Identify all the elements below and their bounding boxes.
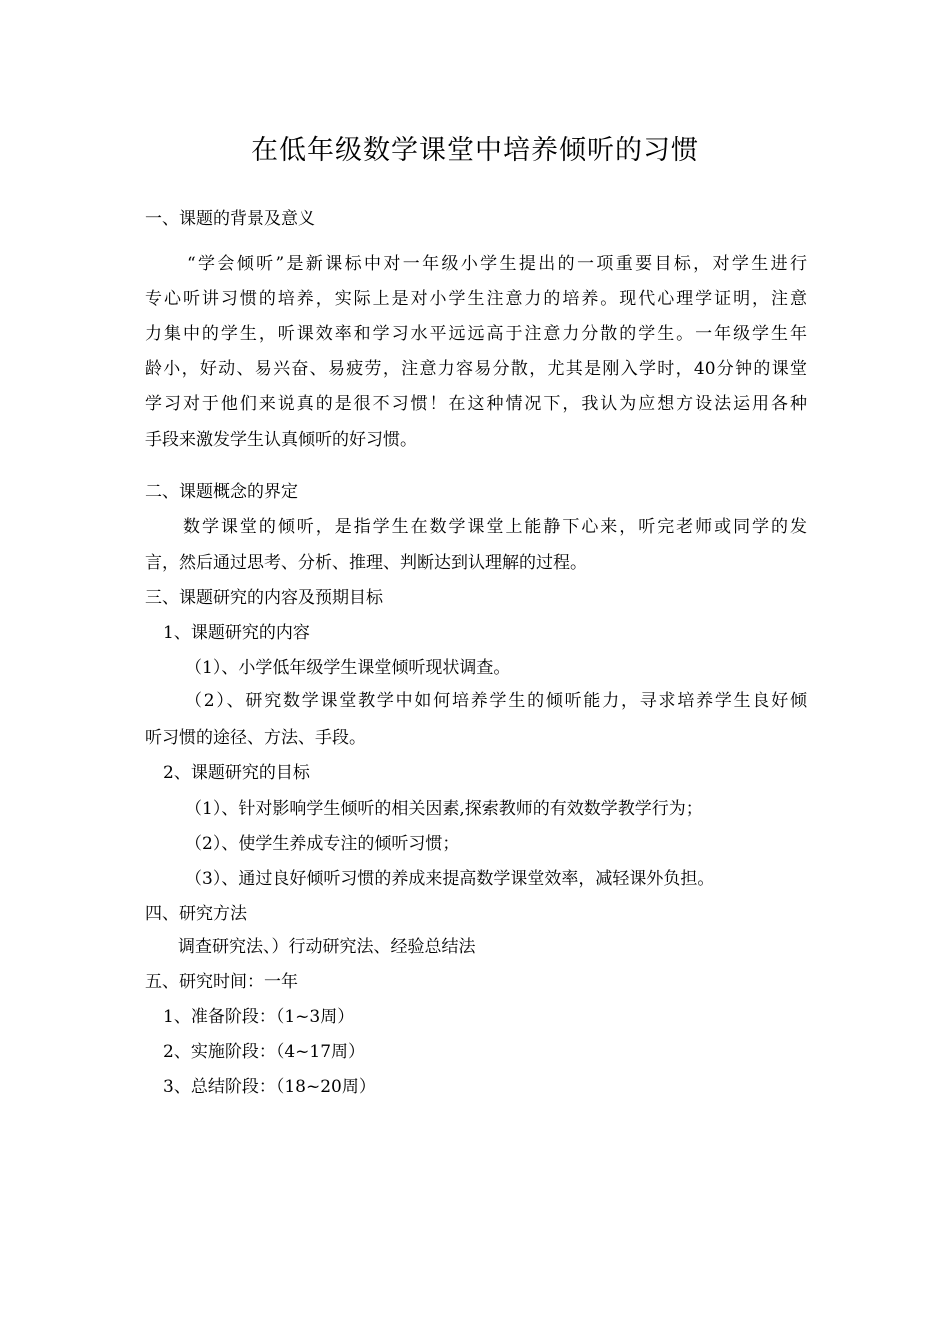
list-item: 1、准备阶段：（1~3周） — [163, 1007, 355, 1027]
section-heading: 二、课题概念的界定 — [145, 482, 298, 502]
list-item: （3）、通过良好倾听习惯的养成来提高数学课堂效率，减轻课外负担。 — [185, 869, 715, 889]
paragraph-line: 言，然后通过思考、分析、推理、判断达到认理解的过程。 — [145, 553, 587, 573]
paragraph-line: 学习对于他们来说真的是很不习惯！在这种情况下，我认为应想方设法运用各种 — [145, 394, 807, 414]
list-item: 2、实施阶段：（4~17周） — [163, 1042, 366, 1062]
paragraph-line: 龄小，好动、易兴奋、易疲劳，注意力容易分散，尤其是刚入学时，40分钟的课堂 — [145, 359, 807, 379]
paragraph-line: 数学课堂的倾听，是指学生在数学课堂上能静下心来，听完老师或同学的发 — [183, 517, 807, 537]
paragraph-line: 调查研究法、）行动研究法、经验总结法 — [178, 937, 476, 957]
subsection-heading: 1、课题研究的内容 — [163, 623, 310, 643]
section-heading: 三、课题研究的内容及预期目标 — [145, 588, 383, 608]
section-heading: 四、研究方法 — [145, 904, 247, 924]
section-heading: 一、课题的背景及意义 — [145, 209, 315, 229]
subsection-heading: 2、课题研究的目标 — [163, 763, 310, 783]
list-item: （1）、小学低年级学生课堂倾听现状调查。 — [185, 658, 511, 678]
list-item: （2）、研究数学课堂教学中如何培养学生的倾听能力，寻求培养学生良好倾 — [185, 691, 807, 711]
paragraph-line: 力集中的学生，听课效率和学习水平远远高于注意力分散的学生。一年级学生年 — [145, 324, 807, 344]
paragraph-line: 手段来激发学生认真倾听的好习惯。 — [145, 430, 417, 450]
list-item: （2）、使学生养成专注的倾听习惯； — [185, 834, 460, 854]
list-item: （1）、针对影响学生倾听的相关因素,探索教师的有效数学教学行为； — [185, 799, 703, 819]
list-item-continued: 听习惯的途径、方法、手段。 — [145, 728, 366, 748]
paragraph-line: “学会倾听”是新课标中对一年级小学生提出的一项重要目标，对学生进行 — [187, 254, 807, 274]
paragraph-line: 专心听讲习惯的培养，实际上是对小学生注意力的培养。现代心理学证明，注意 — [145, 289, 807, 309]
section-heading: 五、研究时间：一年 — [145, 972, 298, 992]
list-item: 3、总结阶段：（18~20周） — [163, 1077, 376, 1097]
document-title: 在低年级数学课堂中培养倾听的习惯 — [251, 135, 699, 166]
